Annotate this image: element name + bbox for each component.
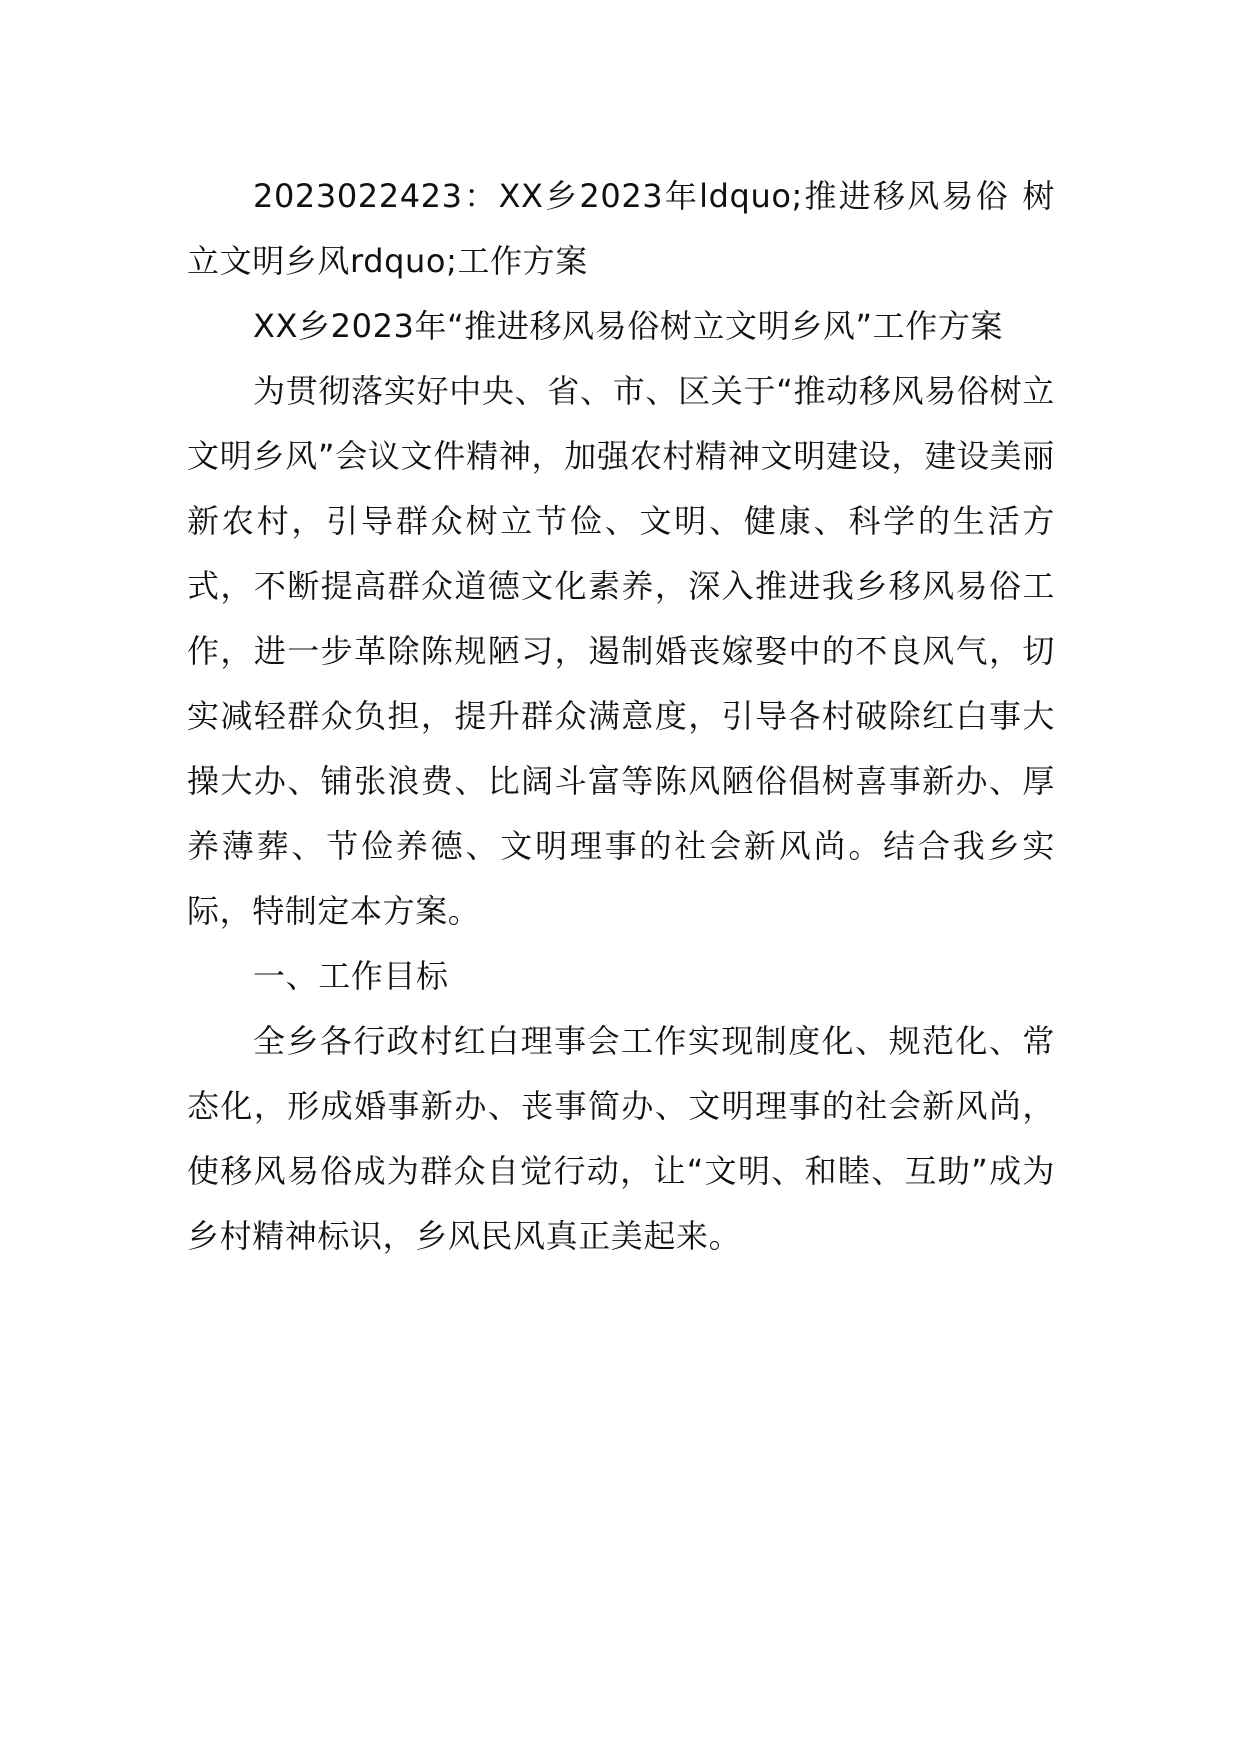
section-heading-goals: 一、工作目标 [253, 957, 449, 995]
intro-paragraph: 为贯彻落实好中央、省、市、区关于“推动移风易俗树立文明乡风”会议文件精神，加强农村精神文明建设，建设美丽新农村，引导群众树立节俭、文明、健康、科学的生活方式，不断提高群众道德文化素养，深入推进我乡移风易俗工作，进一步革除陈规陋习，遏制婚丧嫁娶中的不良风气，切实减轻群众负担，提升群众满意度，引导各村破除红白事大操大办、铺张浪费、比阔斗富等陈风陋俗倡树喜事新办、厚养薄葬、节俭养德、文明理事的社会新风尚。结合我乡实际，特制定本方案。 [187, 372, 1055, 930]
document-title: XX乡2023年“推进移风易俗树立文明乡风”工作方案 [253, 307, 1004, 345]
goals-paragraph: 全乡各行政村红白理事会工作实现制度化、规范化、常态化，形成婚事新办、丧事简办、文明理事的社会新风尚，使移风易俗成为群众自觉行动，让“文明、和睦、互助”成为乡村精神标识，乡风民风真正美起来。 [187, 1022, 1055, 1255]
document-body [187, 164, 1055, 1269]
document-heading: 2023022423：XX乡2023年ldquo;推进移风易俗 树立文明乡风rdquo;工作方案 [187, 177, 1055, 280]
